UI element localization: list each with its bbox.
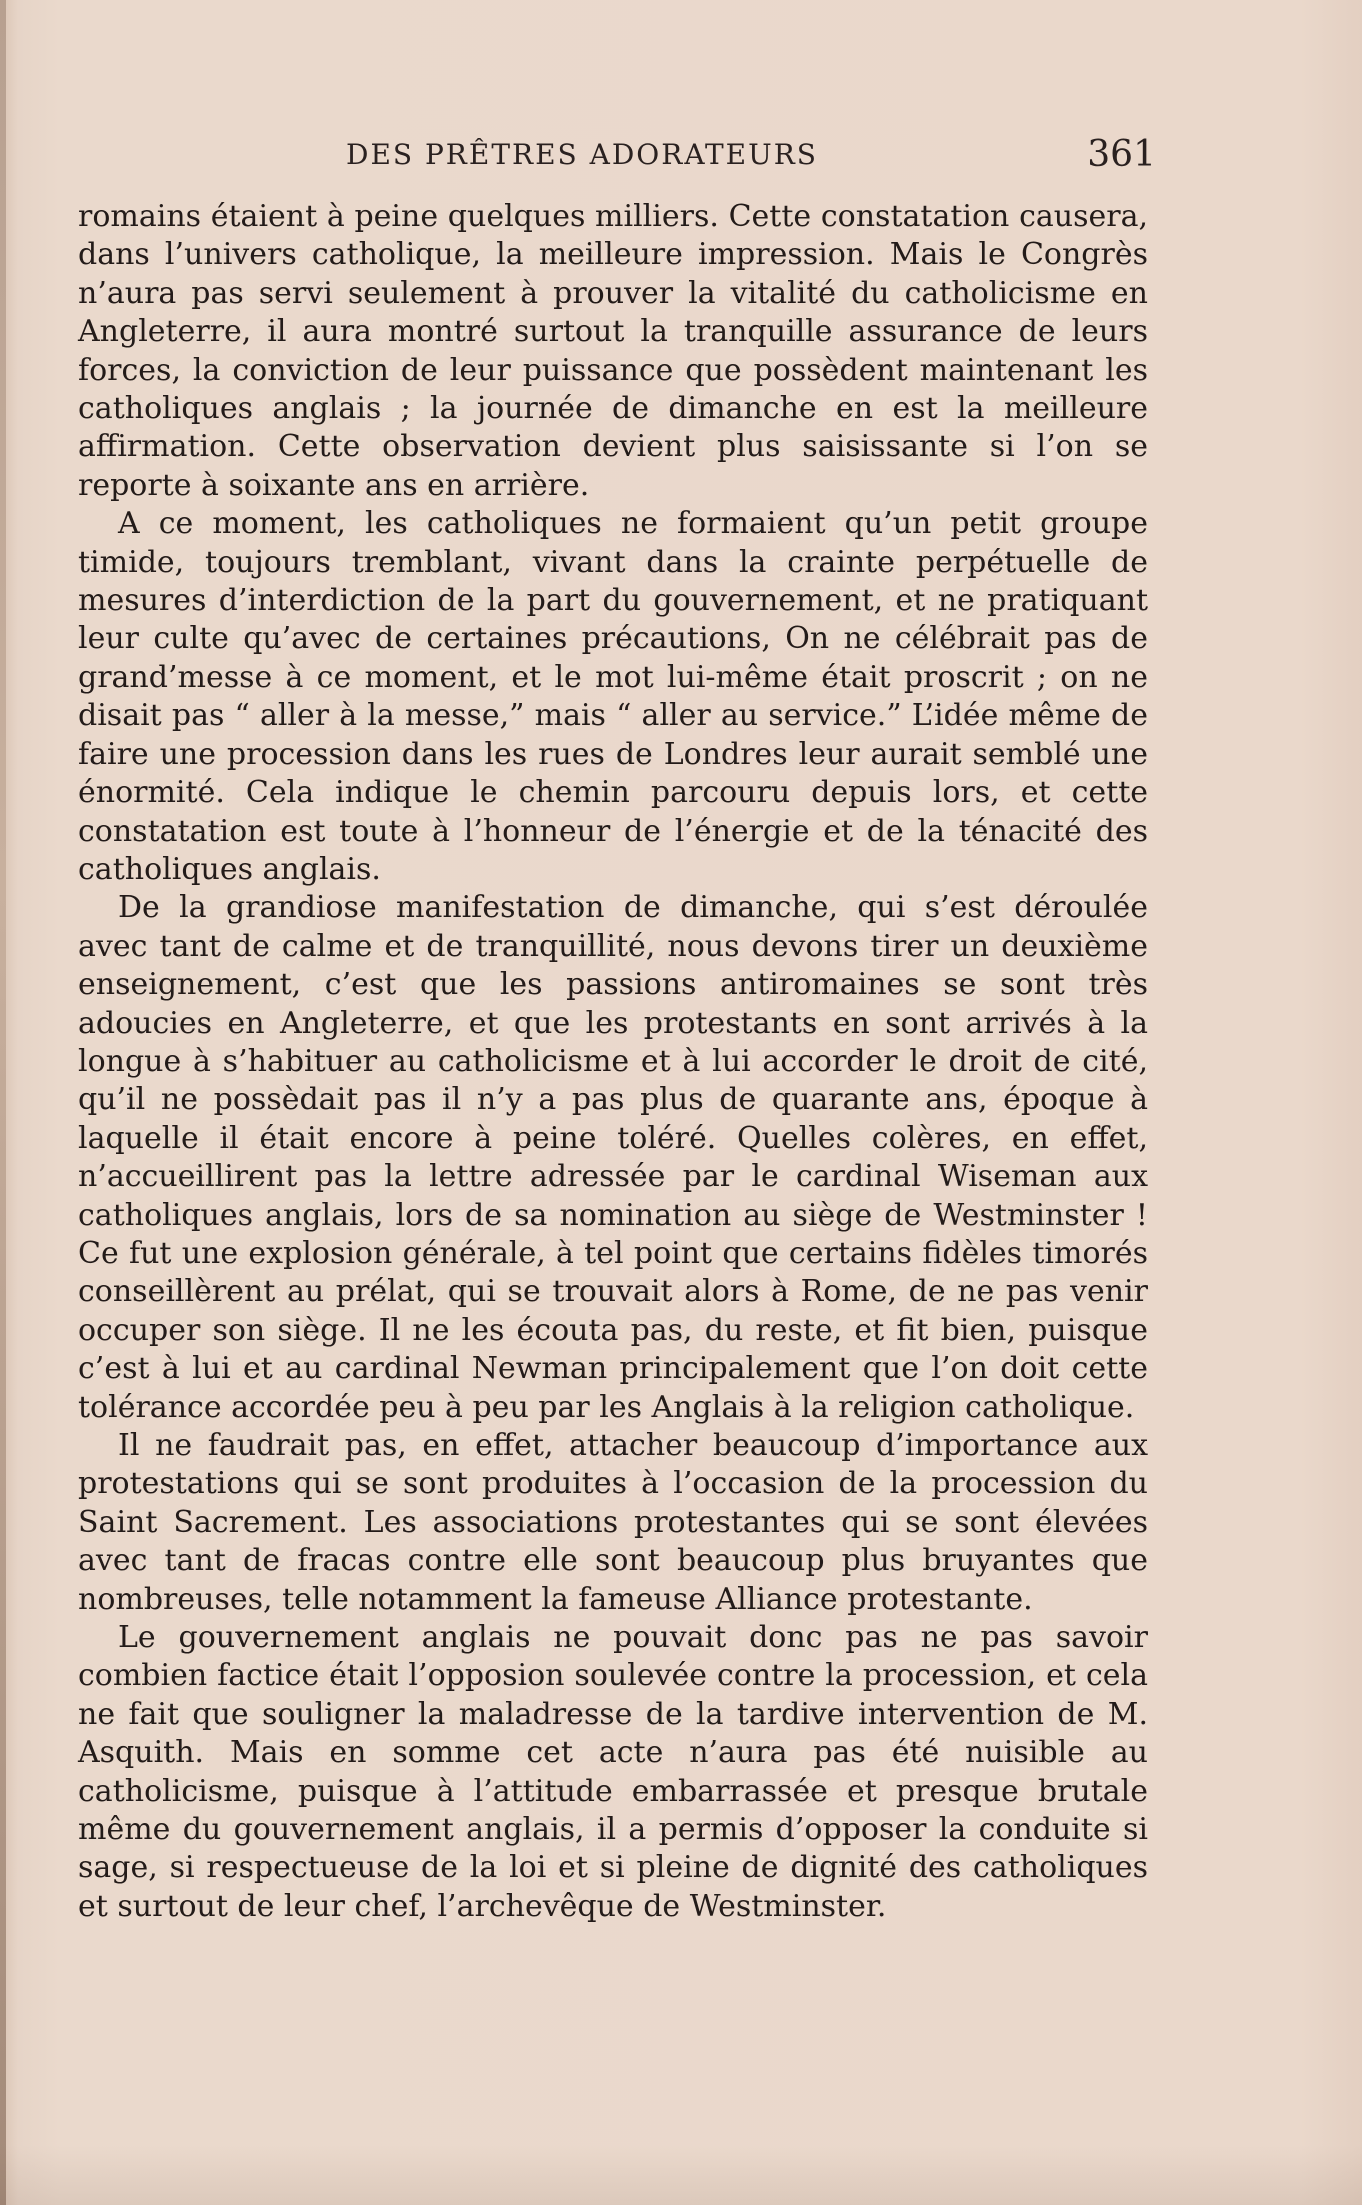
paragraph-continuation: romains étaient à peine quelques milliers. Cette constatation causera, dans l’univers catholique, la meilleure impression. Mais le Congrès n’aura pas servi seulement à prouver la vitalité du catholicisme en Angleterre, il aura montré surtout la tranquille assurance de leurs forces, la conviction de leur puissance que possèdent maintenant les catholiques anglais ; la journée de dimanche en est la meilleure affirmation. Cette observation devient plus saisissante si l’on se reporte à soixante ans en arrière. (78, 199, 1148, 503)
paragraph: A ce moment, les catholiques ne formaient qu’un petit groupe timide, toujours tremblant, vivant dans la crainte perpétuelle de mesures d’interdiction de la part du gouvernement, et ne pratiquant leur culte qu’avec de certaines précautions, On ne célébrait pas de grand’messe à ce moment, et le mot lui-même était proscrit ; on ne disait pas “ aller à la messe,” mais “ aller au service.” L’idée même de faire une procession dans les rues de Londres leur aurait semblé une énormité. Cela indique le chemin parcouru depuis lors, et cette constatation est toute à l’honneur de l’énergie et de la ténacité des catholiques anglais. (78, 506, 1148, 887)
paragraph: De la grandiose manifestation de dimanche, qui s’est déroulée avec tant de calme et de tranquillité, nous devons tirer un deuxième enseignement, c’est que les passions antiromaines se sont très adoucies en Angleterre, et que les protestants en sont arrivés à la longue à s’habituer au catholicisme et à lui accorder le droit de cité, qu’il ne possèdait pas il n’y a pas plus de quarante ans, époque à laquelle il était encore à peine toléré. Quelles colères, en effet, n’accueillirent pas la lettre adressée par le cardinal Wiseman aux catholiques anglais, lors de sa nomination au siège de Westminster ! Ce fut une explosion générale, à tel point que certains fidèles timorés conseillèrent au prélat, qui se trouvait alors à Rome, de ne pas venir occuper son siège. Il ne les écouta pas, du reste, et fit bien, puisque c’est à lui et au cardinal Newman principalement que l’on doit cette tolérance accordée peu à peu par les Anglais à la religion catholique. (78, 890, 1148, 1425)
paragraph: Il ne faudrait pas, en effet, attacher beaucoup d’importance aux protestations qui se sont produites à l’occasion de la procession du Saint Sacrement. Les associations protestantes qui se sont élevées avec tant de fracas contre elle sont beaucoup plus bruyantes que nombreuses, telle notamment la fameuse Alliance protestante. (78, 1428, 1148, 1617)
paragraph: Le gouvernement anglais ne pouvait donc pas ne pas savoir combien factice était l’opposion soulevée contre la procession, et cela ne fait que souligner la maladresse de la tardive intervention de M. Asquith. Mais en somme cet acte n’aura pas été nuisible au catholicisme, puisque à l’attitude embarrassée et presque brutale même du gouvernement anglais, il a permis d’opposer la conduite si sage, si respectueuse de la loi et si pleine de dignité des catholiques et surtout de leur chef, l’archevêque de Westminster. (78, 1620, 1148, 1924)
running-head (78, 134, 1156, 178)
page-number: 361 (1087, 134, 1156, 175)
running-title: DES PRÊTRES ADORATEURS (346, 138, 818, 171)
body-text (78, 198, 1148, 1926)
